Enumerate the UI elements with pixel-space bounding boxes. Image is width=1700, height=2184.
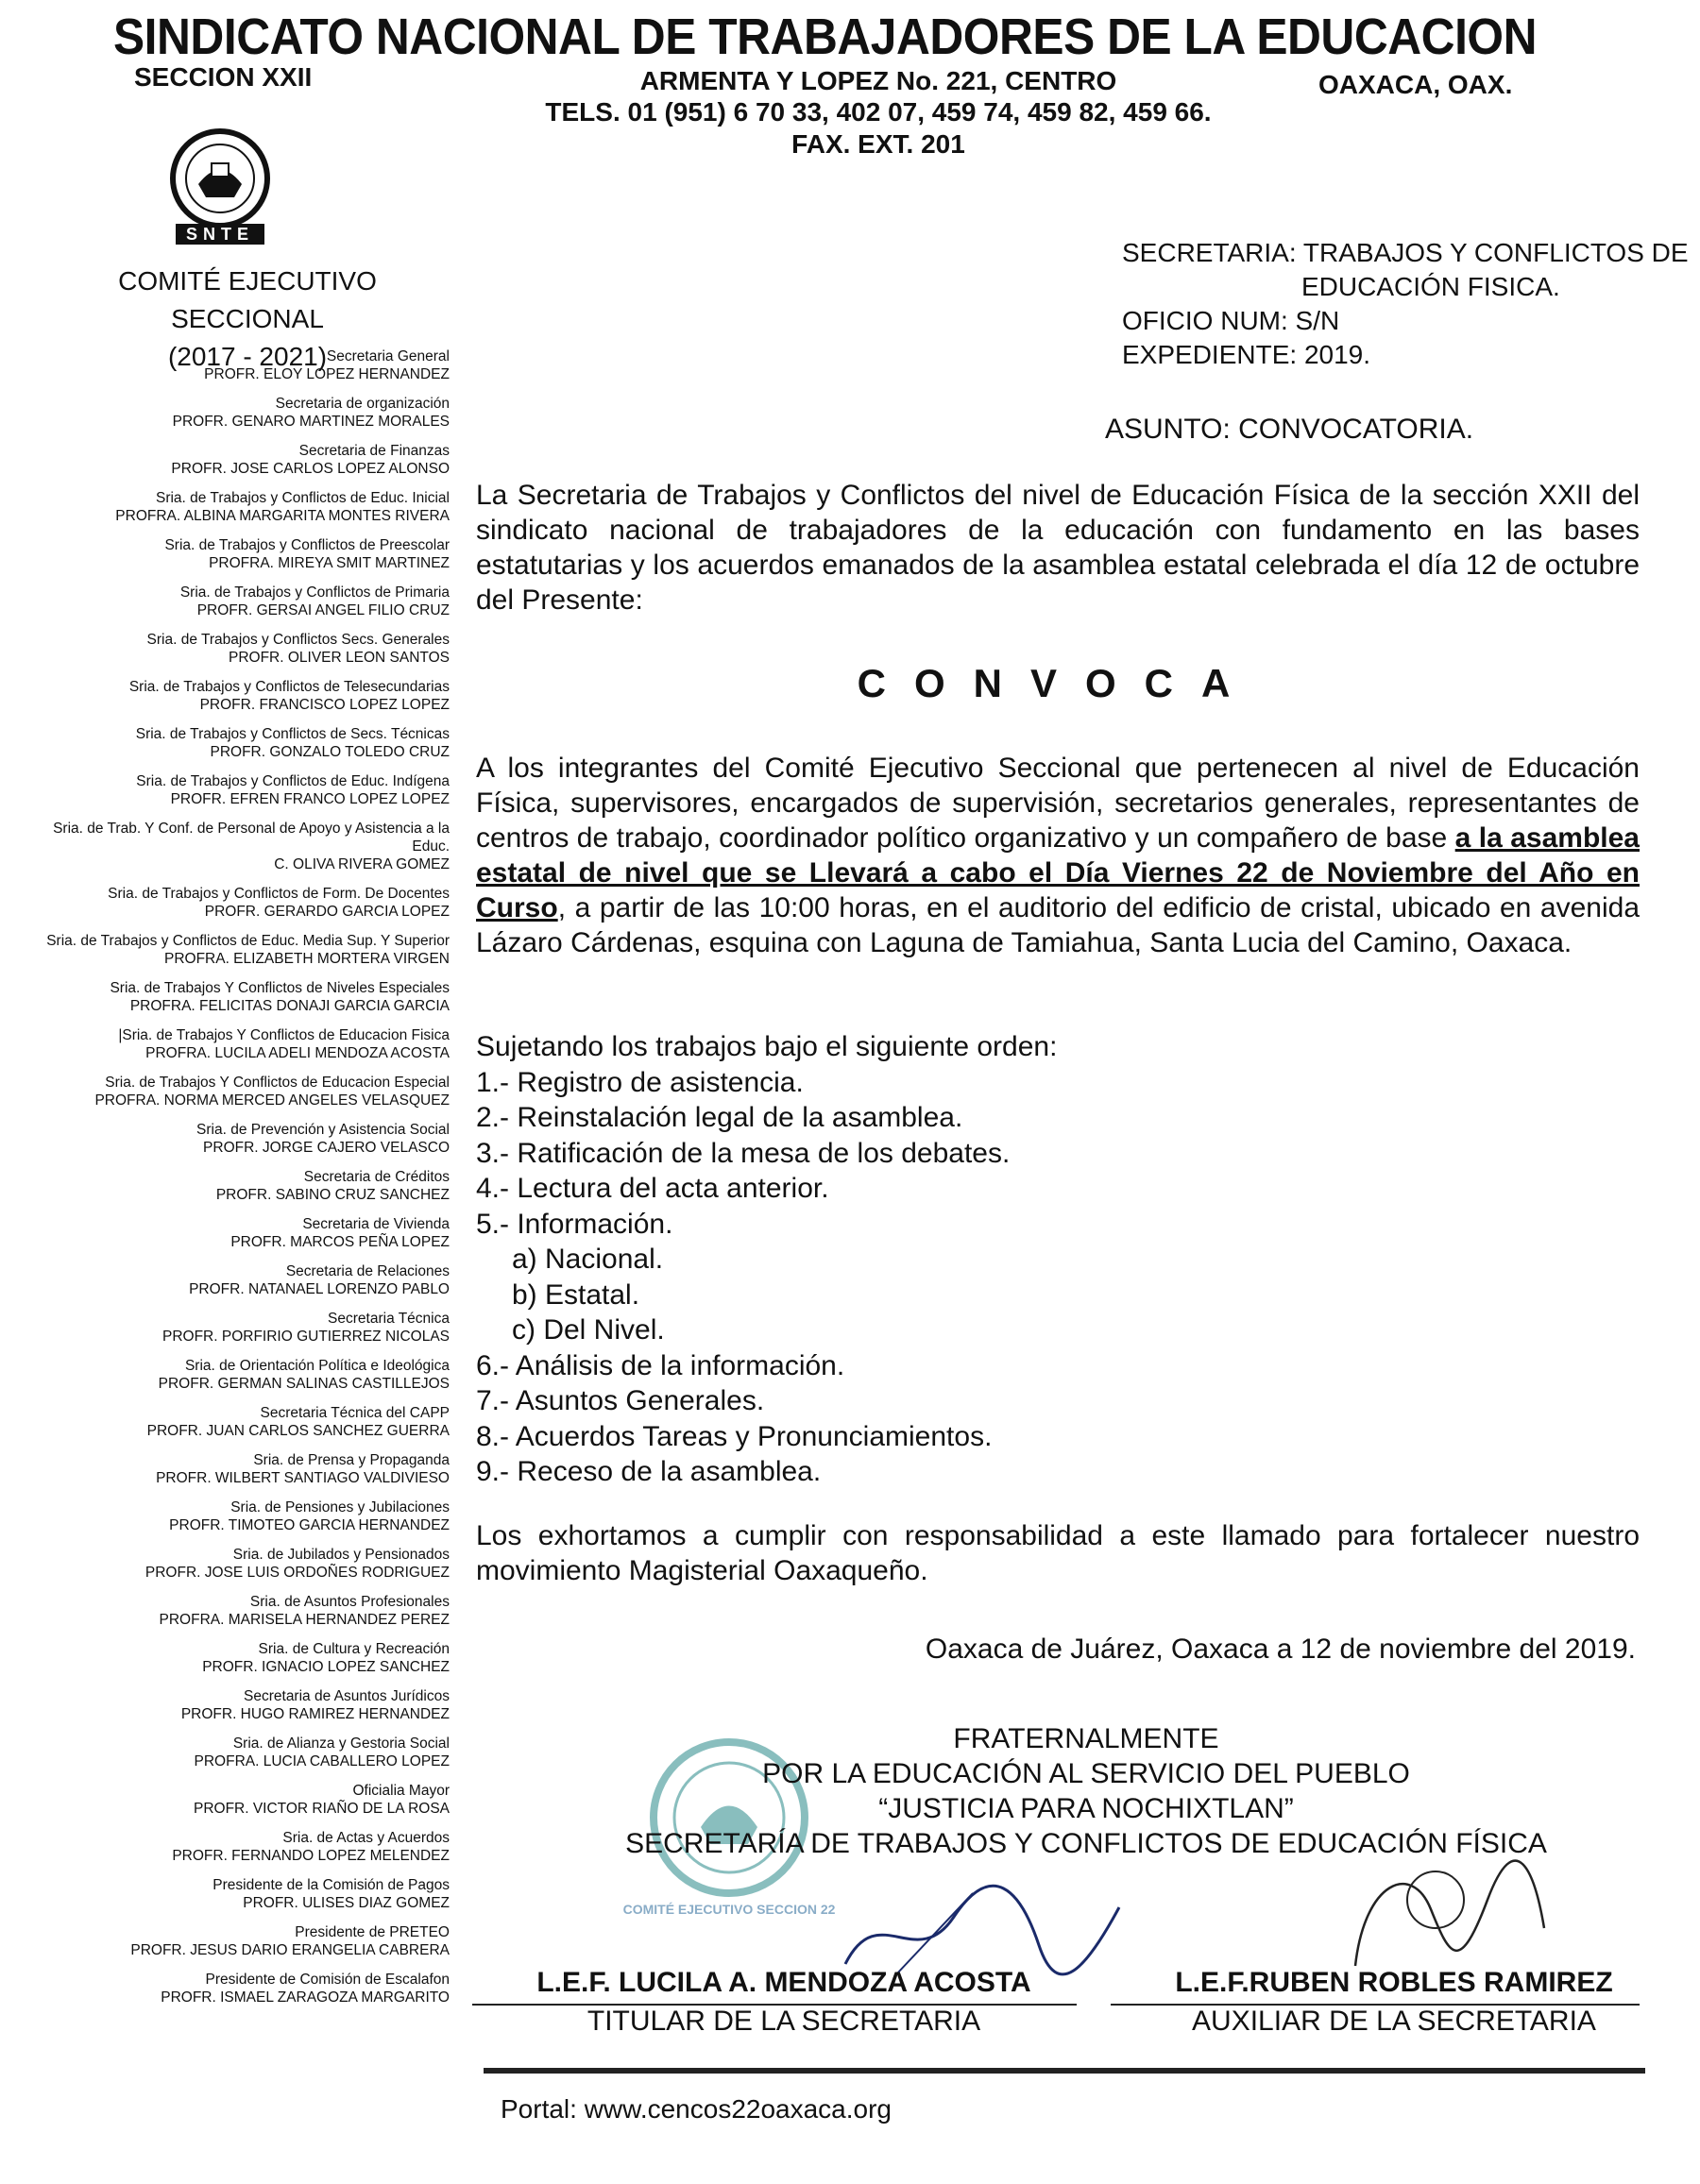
roster-member-name: PROFR. ISMAEL ZARAGOZA MARGARITO <box>161 1989 450 2006</box>
assembly-date-emphasis: a la asamblea estatal de nivel que se Llevará a cabo el Día Viernes 22 de Noviembre del Año en Curso <box>476 822 1640 923</box>
roster-entry <box>19 1971 450 2006</box>
committee-name: COMITÉ EJECUTIVO SECCIONAL <box>118 266 377 333</box>
roster-entry <box>19 932 450 968</box>
roster-member-name: PROFR. JESUS DARIO ERANGELIA CABRERA <box>130 1942 450 1958</box>
roster-member-name: PROFR. JUAN CARLOS SANCHEZ GUERRA <box>146 1423 450 1439</box>
roster-entry <box>19 442 450 478</box>
roster-entry <box>19 1451 450 1487</box>
signature-scribble-right <box>1346 1853 1554 1985</box>
roster-member-name: PROFR. GONZALO TOLEDO CRUZ <box>210 744 450 760</box>
roster-role: Secretaria de Créditos <box>303 1169 450 1185</box>
agenda-item: 4.- Lectura del acta anterior. <box>476 1173 829 1204</box>
roster-member-name: PROFRA. FELICITAS DONAJI GARCIA GARCIA <box>129 998 450 1014</box>
roster-member-name: PROFRA. NORMA MERCED ANGELES VELASQUEZ <box>94 1092 450 1109</box>
roster-member-name: PROFRA. MIREYA SMIT MARTINEZ <box>209 555 450 571</box>
asunto: ASUNTO: CONVOCATORIA. <box>1105 414 1474 445</box>
agenda-item: 7.- Asuntos Generales. <box>476 1385 765 1416</box>
roster-entry <box>19 678 450 714</box>
roster-member-name: PROFR. EFREN FRANCO LOPEZ LOPEZ <box>170 791 450 807</box>
roster-role: Oficialia Mayor <box>352 1783 450 1799</box>
agenda-intro: Sujetando los trabajos bajo el siguiente orden: <box>476 1031 1058 1062</box>
roster-role: Secretaria de Finanzas <box>298 443 450 459</box>
roster-entry <box>19 1026 450 1062</box>
roster-role: Sria. de Trabajos y Conflictos de Educ. Indígena <box>136 773 450 789</box>
convocation-text-a: A los integrantes del Comité Ejecutivo Seccional que pertenecen al nivel de Educación Física, supervisores, encargados de supervisión, secretarios generales, representantes de centros de trabajo, coordinador político organizativo y un compañero de base <box>476 753 1640 854</box>
phones-line: TELS. 01 (951) 6 70 33, 402 07, 459 74, 459 82, 459 66. <box>545 97 1212 127</box>
roster-entry <box>19 885 450 921</box>
agenda-item: 8.- Acuerdos Tareas y Pronunciamientos. <box>476 1420 993 1452</box>
committee-period: (2017 - 2021) <box>167 342 328 371</box>
roster-role: Sria. de Trab. Y Conf. de Personal de Apoyo y Asistencia a la Educ. <box>53 821 450 855</box>
svg-text:SNTE: SNTE <box>185 225 255 244</box>
roster-role: Sria. de Cultura y Recreación <box>258 1641 450 1657</box>
footer-rule <box>484 2068 1645 2074</box>
signatory-title-auxiliar: AUXILIAR DE LA SECRETARIA <box>1192 2006 1596 2037</box>
agenda-item: 3.- Ratificación de la mesa de los debates. <box>476 1137 1011 1169</box>
roster-member-name: PROFR. GERSAI ANGEL FILIO CRUZ <box>196 602 450 618</box>
roster-role: Sria. de Trabajos y Conflictos de Form. De Docentes <box>108 886 450 902</box>
agenda-item: 6.- Análisis de la información. <box>476 1349 845 1381</box>
roster-member-name: PROFR. IGNACIO LOPEZ SANCHEZ <box>202 1659 450 1675</box>
roster-member-name: PROFR. JORGE CAJERO VELASCO <box>203 1140 450 1156</box>
roster-role: |Sria. de Trabajos Y Conflictos de Educacion Fisica <box>118 1027 450 1043</box>
roster-entry <box>19 1829 450 1865</box>
roster-entry <box>19 536 450 572</box>
roster-member-name: PROFR. FERNANDO LOPEZ MELENDEZ <box>172 1848 450 1864</box>
address-line: ARMENTA Y LOPEZ No. 221, CENTRO <box>639 66 1117 95</box>
roster-role: Sria. de Trabajos y Conflictos Secs. Generales <box>146 632 450 648</box>
roster-entry <box>19 584 450 619</box>
roster-entry <box>19 1640 450 1676</box>
roster-member-name: PROFR. VICTOR RIAÑO DE LA ROSA <box>193 1801 450 1817</box>
roster-role: Sria. de Pensiones y Jubilaciones <box>230 1499 450 1515</box>
roster-member-name: PROFR. SABINO CRUZ SANCHEZ <box>215 1187 450 1203</box>
roster-role: Sria. de Prevención y Asistencia Social <box>196 1122 450 1138</box>
signatory-name-titular: L.E.F. LUCILA A. MENDOZA ACOSTA <box>536 1967 1031 1998</box>
roster-role: Secretaria de Vivienda <box>302 1216 450 1232</box>
secretaria-line-2: EDUCACIÓN FISICA. <box>1301 272 1560 301</box>
roster-entry <box>19 489 450 525</box>
agenda-subitem: a) Nacional. <box>512 1244 664 1275</box>
agenda-item: 9.- Receso de la asamblea. <box>476 1456 822 1487</box>
roster-role: Presidente de PRETEO <box>295 1924 450 1940</box>
roster-role: Sria. de Alianza y Gestoria Social <box>232 1735 450 1752</box>
agenda-subitem: c) Del Nivel. <box>512 1314 665 1346</box>
roster-member-name: PROFR. NATANAEL LORENZO PABLO <box>189 1281 450 1297</box>
roster-entry <box>19 979 450 1015</box>
roster-sidebar <box>19 347 450 2018</box>
roster-role: Sria. de Trabajos y Conflictos de Telesecundarias <box>128 679 450 695</box>
roster-member-name: PROFR. ULISES DIAZ GOMEZ <box>243 1895 450 1911</box>
place-date: Oaxaca de Juárez, Oaxaca a 12 de noviembre del 2019. <box>925 1634 1636 1665</box>
roster-role: Secretaria Técnica del CAPP <box>260 1405 450 1421</box>
roster-member-name: PROFR. ELOY LOPEZ HERNANDEZ <box>204 366 450 382</box>
roster-role: Sria. de Trabajos Y Conflictos de Educacion Especial <box>105 1075 450 1091</box>
roster-role: Sria. de Trabajos y Conflictos de Secs. Técnicas <box>135 726 450 742</box>
closing-block <box>529 1721 1643 1861</box>
closing-motto: POR LA EDUCACIÓN AL SERVICIO DEL PUEBLO <box>762 1758 1410 1789</box>
portal-url: Portal: www.cencos22oaxaca.org <box>501 2094 892 2124</box>
roster-role: Sria. de Trabajos y Conflictos de Primaria <box>179 584 450 601</box>
roster-role: Secretaria de Asuntos Jurídicos <box>244 1688 450 1704</box>
agenda-item: 5.- Información. <box>476 1208 673 1240</box>
exhort-paragraph: Los exhortamos a cumplir con responsabilidad a este llamado para fortalecer nuestro movimiento Magisterial Oaxaqueño. <box>476 1520 1640 1586</box>
roster-entry <box>19 1923 450 1959</box>
roster-role: Sria. de Prensa y Propaganda <box>253 1452 450 1468</box>
roster-entry <box>19 347 450 383</box>
roster-entry <box>19 725 450 761</box>
roster-role: Presidente de la Comisión de Pagos <box>212 1877 450 1893</box>
roster-entry <box>19 820 450 873</box>
roster-role: Secretaria de Relaciones <box>285 1263 450 1279</box>
intro-paragraph: La Secretaria de Trabajos y Conflictos del nivel de Educación Física de la sección XXII del sindicato nacional de trabajadores de la educación con fundamento en las bases estatutarias y los acuerdos emanados de la asamblea estatal celebrada el día 12 de octubre del Presente: <box>476 480 1640 616</box>
roster-entry <box>19 1168 450 1204</box>
roster-member-name: PROFR. JOSE CARLOS LOPEZ ALONSO <box>171 461 450 477</box>
roster-role: Sria. de Trabajos Y Conflictos de Niveles Especiales <box>110 980 450 996</box>
roster-member-name: PROFR. JOSE LUIS ORDOÑES RODRIGUEZ <box>144 1565 450 1581</box>
roster-entry <box>19 1876 450 1912</box>
union-title: SINDICATO NACIONAL DE TRABAJADORES DE LA EDUCACION <box>113 8 1538 65</box>
roster-role: Sria. de Jubilados y Pensionados <box>232 1547 450 1563</box>
closing-fraternal: FRATERNALMENTE <box>953 1723 1219 1754</box>
roster-entry <box>19 1687 450 1723</box>
roster-member-name: PROFR. FRANCISCO LOPEZ LOPEZ <box>199 697 450 713</box>
roster-role: Sria. de Trabajos y Conflictos de Preescolar <box>164 537 450 553</box>
roster-entry <box>19 1310 450 1346</box>
roster-member-name: PROFR. MARCOS PEÑA LOPEZ <box>230 1234 450 1250</box>
closing-secretaria: SECRETARÍA DE TRABAJOS Y CONFLICTOS DE EDUCACIÓN FÍSICA <box>625 1828 1547 1859</box>
roster-entry <box>19 1074 450 1109</box>
document-meta <box>1122 236 1689 372</box>
secretaria-line: SECRETARIA: TRABAJOS Y CONFLICTOS DE <box>1122 238 1689 267</box>
convoca-heading: CONVOCA <box>857 661 1259 705</box>
roster-entry <box>19 1593 450 1629</box>
convocation-text-b: , a partir de las 10:00 horas, en el auditorio del edificio de cristal, ubicado en avenida Lázaro Cárdenas, esquina con Laguna de Tamiahua, Santa Lucia del Camino, Oaxaca. <box>476 892 1640 958</box>
roster-role: Sria. de Trabajos y Conflictos de Educ. Media Sup. Y Superior <box>46 933 450 949</box>
fax-line: FAX. EXT. 201 <box>791 129 965 159</box>
roster-role: Secretaria de organización <box>275 396 450 412</box>
roster-role: Secretaria Técnica <box>328 1311 450 1327</box>
roster-entry <box>19 1782 450 1818</box>
roster-role: Sria. de Asuntos Profesionales <box>249 1594 450 1610</box>
roster-member-name: PROFRA. LUCILA ADELI MENDOZA ACOSTA <box>145 1045 450 1061</box>
roster-member-name: PROFR. HUGO RAMIREZ HERNANDEZ <box>180 1706 450 1722</box>
roster-entry <box>19 1357 450 1393</box>
roster-entry <box>19 1498 450 1534</box>
oficio-number: OFICIO NUM: S/N <box>1122 306 1340 335</box>
convocation-paragraph <box>476 751 1640 960</box>
roster-entry <box>19 395 450 431</box>
roster-member-name: PROFR. GERMAN SALINAS CASTILLEJOS <box>158 1376 450 1392</box>
agenda-item: 1.- Registro de asistencia. <box>476 1066 804 1098</box>
roster-entry <box>19 772 450 808</box>
city-label: OAXACA, OAX. <box>1318 70 1513 99</box>
roster-role: Presidente de Comisión de Escalafon <box>205 1972 450 1988</box>
snte-logo <box>149 127 291 250</box>
signatory-title-titular: TITULAR DE LA SECRETARIA <box>586 2006 981 2037</box>
roster-entry <box>19 1215 450 1251</box>
roster-member-name: PROFR. TIMOTEO GARCIA HERNANDEZ <box>169 1517 450 1533</box>
roster-member-name: PROFRA. ELIZABETH MORTERA VIRGEN <box>163 951 450 967</box>
svg-text:COMITÉ EJECUTIVO SECCION 22: COMITÉ EJECUTIVO SECCION 22 <box>622 1902 836 1917</box>
roster-member-name: PROFRA. LUCIA CABALLERO LOPEZ <box>194 1753 450 1769</box>
agenda-item: 2.- Reinstalación legal de la asamblea. <box>476 1102 963 1133</box>
agenda-subitem: b) Estatal. <box>512 1278 640 1311</box>
roster-entry <box>19 1262 450 1298</box>
roster-member-name: PROFR. OLIVER LEON SANTOS <box>229 650 450 666</box>
roster-member-name: PROFRA. MARISELA HERNANDEZ PEREZ <box>159 1612 450 1628</box>
roster-role: Sria. de Trabajos y Conflictos de Educ. Inicial <box>155 490 450 506</box>
roster-member-name: C. OLIVA RIVERA GOMEZ <box>274 856 450 872</box>
roster-entry <box>19 1735 450 1770</box>
roster-entry <box>19 1121 450 1157</box>
roster-member-name: PROFRA. ALBINA MARGARITA MONTES RIVERA <box>115 508 450 524</box>
expediente: EXPEDIENTE: 2019. <box>1122 340 1371 369</box>
closing-slogan: “JUSTICIA PARA NOCHIXTLAN” <box>878 1793 1294 1824</box>
roster-entry <box>19 631 450 667</box>
roster-entry <box>19 1546 450 1582</box>
signatory-name-auxiliar: L.E.F.RUBEN ROBLES RAMIREZ <box>1175 1967 1613 1998</box>
roster-member-name: PROFR. GERARDO GARCIA LOPEZ <box>204 904 450 920</box>
section-label: SECCION XXII <box>134 62 313 92</box>
roster-role: Sria. de Orientación Política e Ideológica <box>184 1358 450 1374</box>
roster-member-name: PROFR. GENARO MARTINEZ MORALES <box>172 414 450 430</box>
roster-role: Sria. de Actas y Acuerdos <box>282 1830 450 1846</box>
agenda <box>476 1029 1057 1490</box>
roster-role: Secretaria General <box>326 348 450 364</box>
roster-member-name: PROFR. PORFIRIO GUTIERREZ NICOLAS <box>162 1329 450 1345</box>
roster-entry <box>19 1404 450 1440</box>
roster-member-name: PROFR. WILBERT SANTIAGO VALDIVIESO <box>156 1470 450 1486</box>
